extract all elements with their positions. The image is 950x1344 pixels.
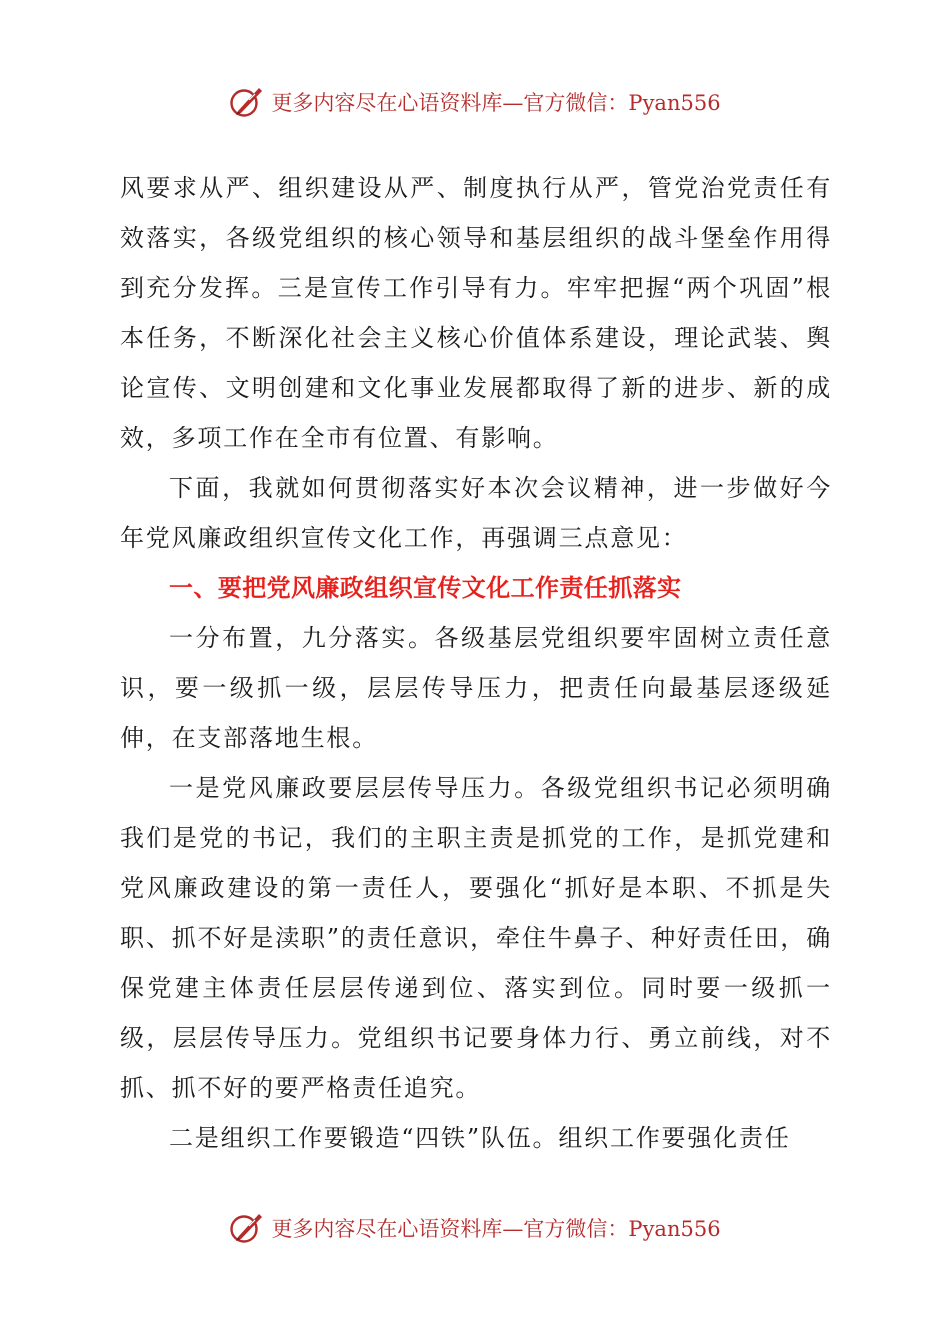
header-banner [0, 82, 950, 122]
paragraph-1: 风要求从严、组织建设从严、制度执行从严，管党治党责任有效落实，各级党组织的核心领导和基层组织的战斗堡垒作用得到充分发挥。三是宣传工作引导有力。牢牢把握“两个巩固”根本任务，不断深化社会主义核心价值体系建设，理论武装、舆论宣传、文明创建和文化事业发展都取得了新的进步、新的成效，多项工作在全市有位置、有影响。 [120, 174, 832, 452]
paragraph-3: 一分布置，九分落实。各级基层党组织要牢固树立责任意识，要一级抓一级，层层传导压力，把责任向最基层逐级延伸，在支部落地生根。 [120, 624, 832, 752]
paragraph-5: 二是组织工作要锻造“四铁”队伍。组织工作要强化责任 [169, 1124, 791, 1152]
footer-banner-text: 更多内容尽在心语资料库—官方微信：Pyan556 [271, 1217, 721, 1241]
footer-banner [0, 1208, 950, 1248]
quill-logo-icon [229, 1210, 265, 1246]
paragraph-4: 一是党风廉政要层层传导压力。各级党组织书记必须明确我们是党的书记，我们的主职主责是抓党的工作，是抓党建和党风廉政建设的第一责任人，要强化“抓好是本职、不抓是失职、抓不好是渎职”的责任意识，牵住牛鼻子、种好责任田，确保党建主体责任层层传递到位、落实到位。同时要一级抓一级，层层传导压力。党组织书记要身体力行、勇立前线，对不抓、抓不好的要严格责任追究。 [120, 774, 832, 1102]
quill-logo-icon [229, 84, 265, 120]
document-body [120, 163, 832, 1163]
header-banner-text: 更多内容尽在心语资料库—官方微信：Pyan556 [271, 91, 721, 115]
section-heading-1: 一、要把党风廉政组织宣传文化工作责任抓落实 [169, 574, 682, 602]
paragraph-2: 下面，我就如何贯彻落实好本次会议精神，进一步做好今年党风廉政组织宣传文化工作，再强调三点意见： [120, 474, 832, 552]
